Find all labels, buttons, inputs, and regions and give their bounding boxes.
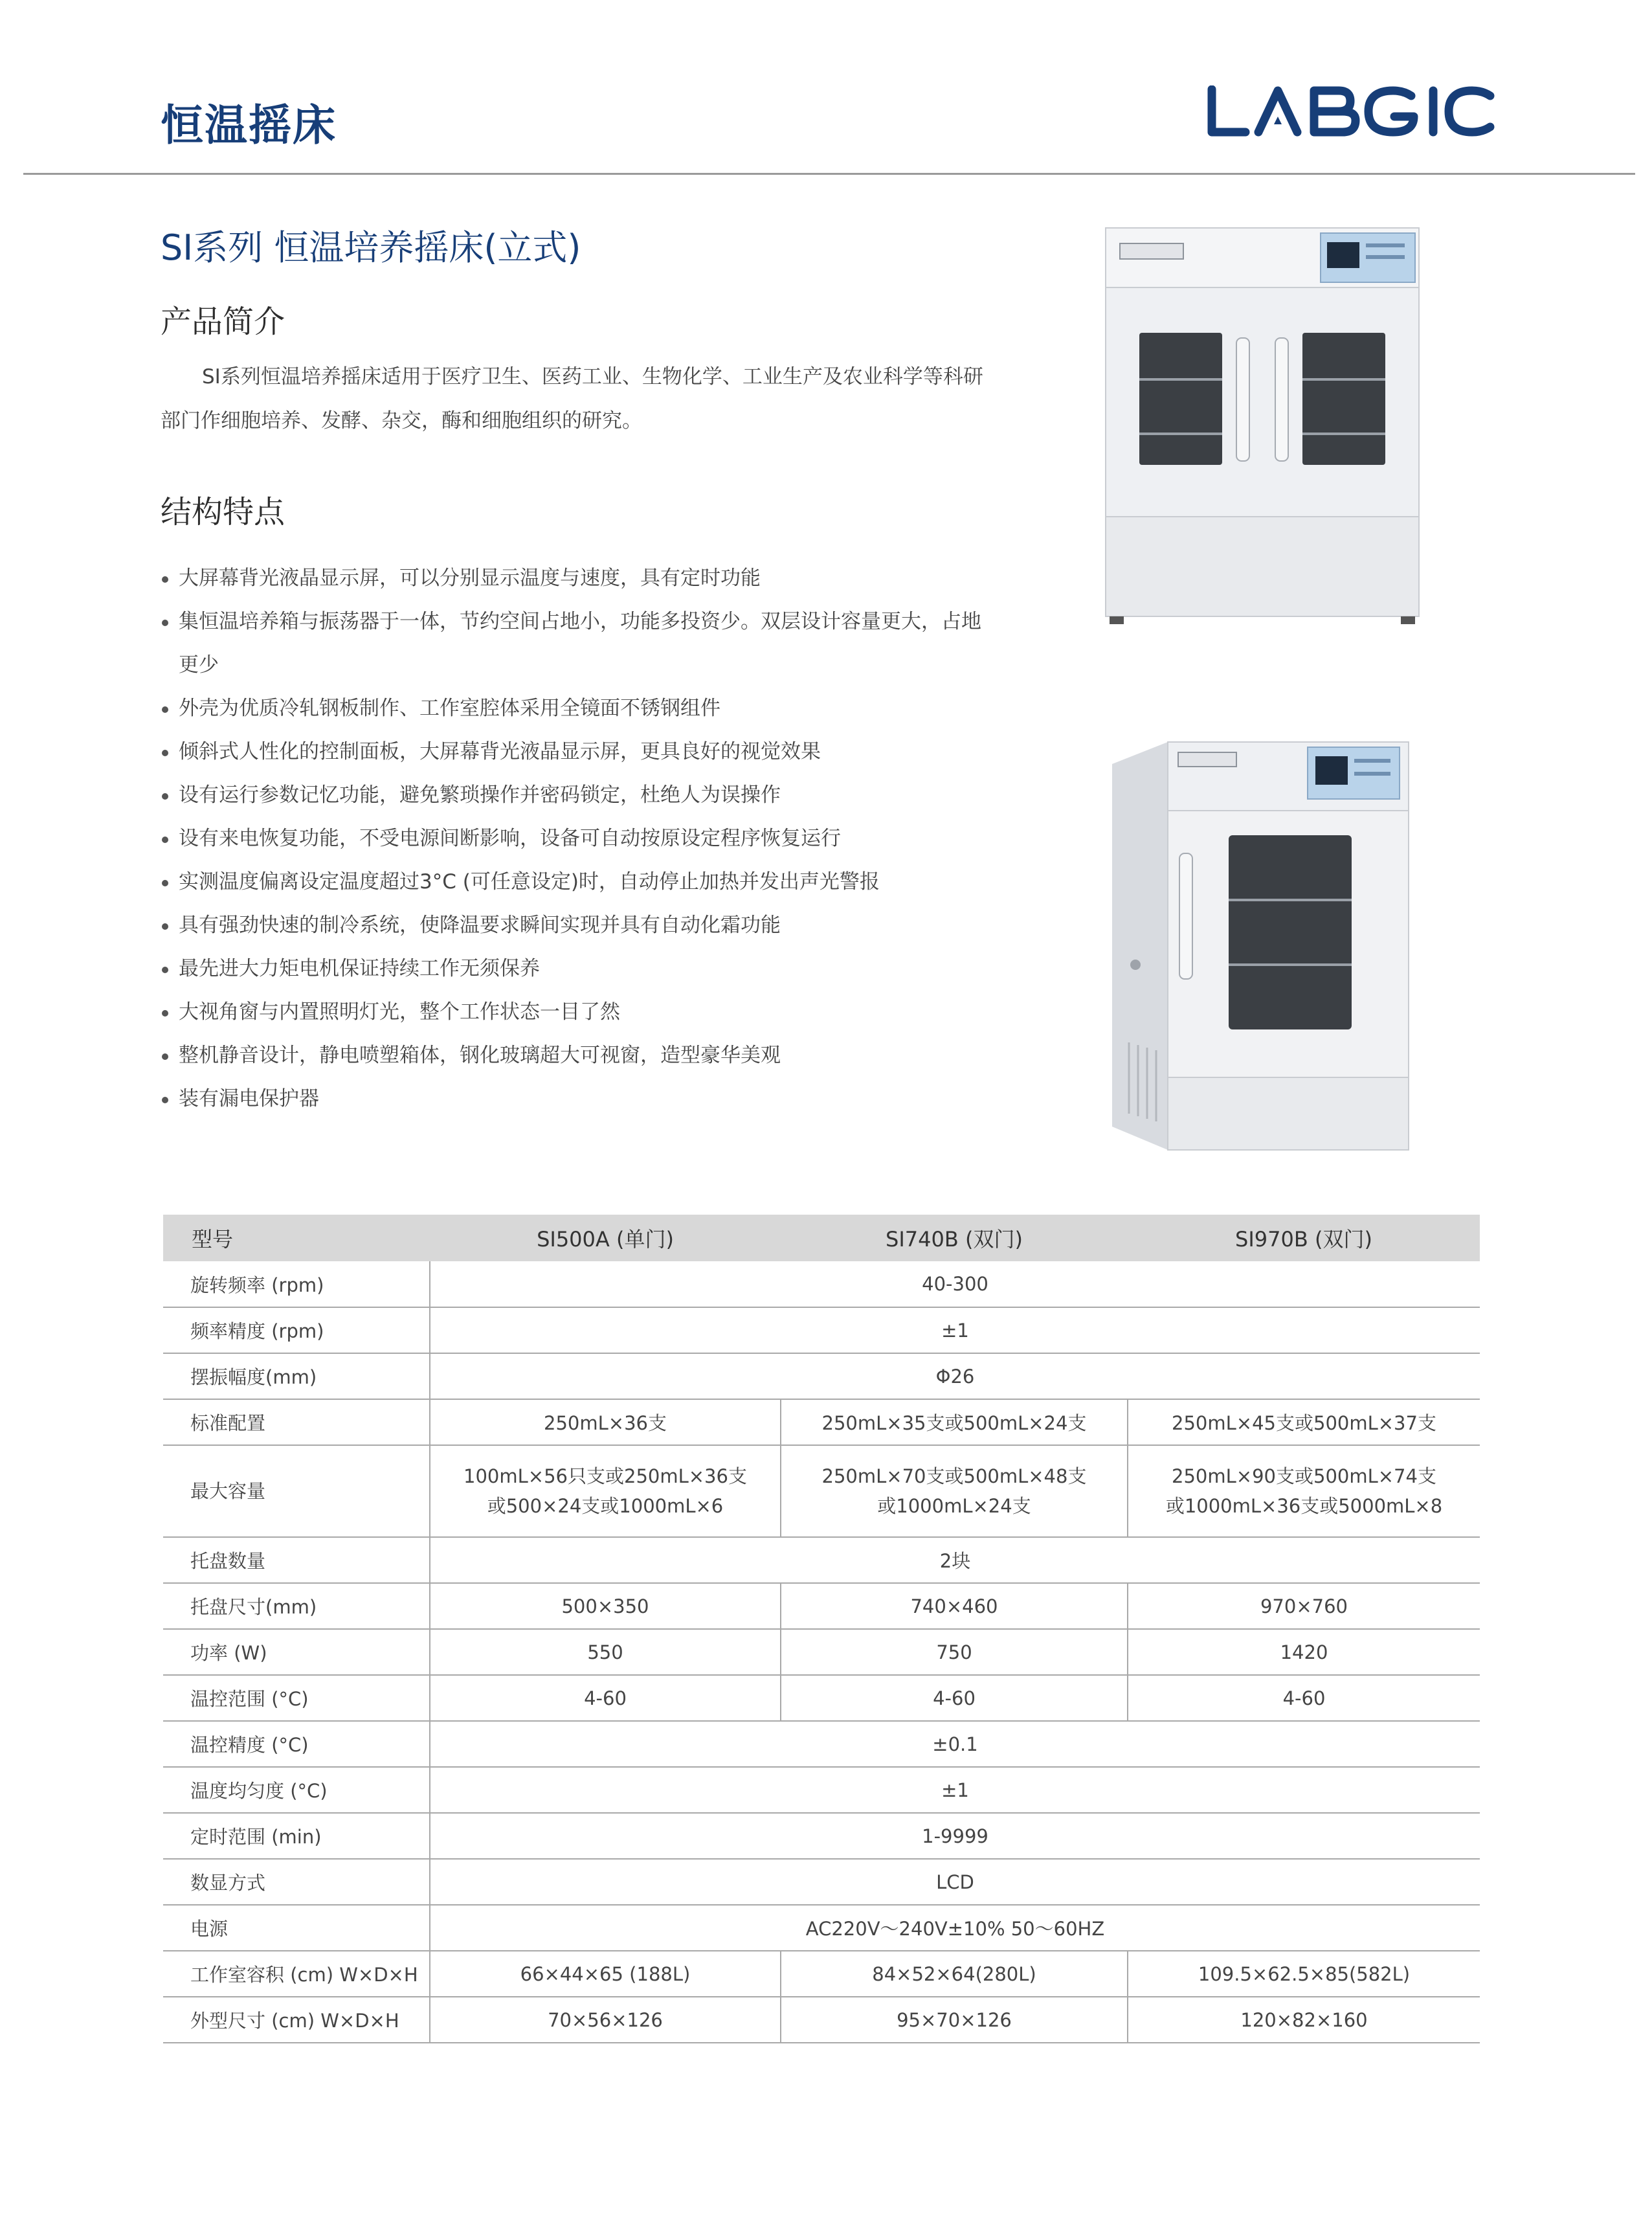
intro-paragraph: SI系列恒温培养摇床适用于医疗卫生、医药工业、生物化学、工业生产及农业科学等科研部门作细胞培养、发酵、杂交，酶和细胞组织的研究。: [161, 365, 983, 433]
table-row: [163, 1951, 1480, 1997]
table-row: [163, 1307, 1480, 1353]
cell-si970b: [1128, 1445, 1480, 1537]
cell-si970b: 120×82×160: [1128, 1997, 1480, 2043]
table-row: [163, 1629, 1480, 1675]
row-label: 摆振幅度(mm): [163, 1353, 430, 1399]
row-label: 温控精度 (°C): [163, 1721, 430, 1767]
cell-si500a: 550: [430, 1629, 781, 1675]
header-divider: [23, 173, 1635, 175]
cell-line: 或500×24支或1000mL×6: [487, 1495, 724, 1517]
cell-si740b: 95×70×126: [781, 1997, 1128, 2043]
cell-si500a: 500×350: [430, 1583, 781, 1629]
feature-item: 大屏幕背光液晶显示屏，可以分别显示温度与速度，具有定时功能: [161, 557, 996, 600]
table-row: [163, 1399, 1480, 1445]
single-door-shaker-image: [1110, 738, 1414, 1155]
row-label: 定时范围 (min): [163, 1813, 430, 1859]
feature-item: 实测温度偏离设定温度超过3°C (可任意设定)时，自动停止加热并发出声光警报: [161, 860, 996, 904]
row-label: 标准配置: [163, 1399, 430, 1445]
cell-si970b: 109.5×62.5×85(582L): [1128, 1951, 1480, 1997]
feature-list: [161, 557, 996, 1121]
row-label: 功率 (W): [163, 1629, 430, 1675]
cell-si740b: 250mL×35支或500mL×24支: [781, 1399, 1128, 1445]
cell-si970b: 4-60: [1128, 1675, 1480, 1721]
table-row: [163, 1721, 1480, 1767]
table-row: [163, 1445, 1480, 1537]
intro-text: [161, 355, 989, 443]
row-value: ±1: [430, 1307, 1480, 1353]
row-label: 数显方式: [163, 1859, 430, 1905]
row-label: 工作室容积 (cm) W×D×H: [163, 1951, 430, 1997]
page-title: 恒温摇床: [161, 100, 337, 150]
cell-si500a: 4-60: [430, 1675, 781, 1721]
labgic-logo-mark: [1205, 85, 1498, 137]
table-row: [163, 1537, 1480, 1583]
feature-item: 最先进大力矩电机保证持续工作无须保养: [161, 947, 996, 991]
brand-logo: [1205, 85, 1498, 140]
feature-item: 大视角窗与内置照明灯光，整个工作状态一目了然: [161, 991, 996, 1034]
row-label: 温控范围 (°C): [163, 1675, 430, 1721]
cell-si740b: 84×52×64(280L): [781, 1951, 1128, 1997]
feature-item: 倾斜式人性化的控制面板，大屏幕背光液晶显示屏，更具良好的视觉效果: [161, 730, 996, 774]
cell-si740b: 740×460: [781, 1583, 1128, 1629]
row-value: 2块: [430, 1537, 1480, 1583]
cell-line: 或1000mL×36支或5000mL×8: [1165, 1495, 1443, 1517]
features-heading: 结构特点: [161, 494, 285, 530]
row-value: 1-9999: [430, 1813, 1480, 1859]
feature-item: 具有强劲快速的制冷系统，使降温要求瞬间实现并具有自动化霜功能: [161, 904, 996, 947]
row-label: 旋转频率 (rpm): [163, 1261, 430, 1307]
spec-table: [163, 1215, 1480, 2043]
feature-item: 设有来电恢复功能，不受电源间断影响，设备可自动按原设定程序恢复运行: [161, 817, 996, 860]
cell-si500a: [430, 1445, 781, 1537]
header-si740b: SI740B (双门): [781, 1215, 1128, 1261]
row-value: AC220V～240V±10% 50～60HZ: [430, 1905, 1480, 1951]
feature-item: 设有运行参数记忆功能，避免繁琐操作并密码锁定，杜绝人为误操作: [161, 774, 996, 817]
row-label: 温度均匀度 (°C): [163, 1767, 430, 1813]
row-label: 托盘数量: [163, 1537, 430, 1583]
table-row: [163, 1905, 1480, 1951]
double-door-shaker-image: [1100, 227, 1424, 631]
cell-line: 或1000mL×24支: [877, 1495, 1031, 1517]
cell-si970b: 250mL×45支或500mL×37支: [1128, 1399, 1480, 1445]
header-model: 型号: [163, 1215, 430, 1261]
intro-heading: 产品简介: [161, 304, 285, 340]
cell-si500a: 66×44×65 (188L): [430, 1951, 781, 1997]
row-value: 40-300: [430, 1261, 1480, 1307]
feature-item: 外壳为优质冷轧钢板制作、工作室腔体采用全镜面不锈钢组件: [161, 687, 996, 730]
row-label: 电源: [163, 1905, 430, 1951]
cell-si740b: 750: [781, 1629, 1128, 1675]
cell-si970b: 970×760: [1128, 1583, 1480, 1629]
row-value: ±1: [430, 1767, 1480, 1813]
cell-si740b: 4-60: [781, 1675, 1128, 1721]
table-row: [163, 1813, 1480, 1859]
header-si970b: SI970B (双门): [1128, 1215, 1480, 1261]
cell-si500a: 250mL×36支: [430, 1399, 781, 1445]
product-title: SI系列 恒温培养摇床(立式): [161, 227, 581, 268]
cell-si970b: 1420: [1128, 1629, 1480, 1675]
table-row: [163, 1261, 1480, 1307]
cell-line: 250mL×70支或500mL×48支: [821, 1465, 1087, 1487]
feature-item: 整机静音设计，静电喷塑箱体，钢化玻璃超大可视窗，造型豪华美观: [161, 1034, 996, 1077]
cell-si500a: 70×56×126: [430, 1997, 781, 2043]
row-label: 频率精度 (rpm): [163, 1307, 430, 1353]
spec-header-row: [163, 1215, 1480, 1261]
header-si500a: SI500A (单门): [430, 1215, 781, 1261]
row-value: LCD: [430, 1859, 1480, 1905]
row-label: 外型尺寸 (cm) W×D×H: [163, 1997, 430, 2043]
feature-item: 装有漏电保护器: [161, 1077, 996, 1121]
table-row: [163, 1997, 1480, 2043]
table-row: [163, 1675, 1480, 1721]
table-row: [163, 1859, 1480, 1905]
row-label: 托盘尺寸(mm): [163, 1583, 430, 1629]
cell-line: 250mL×90支或500mL×74支: [1172, 1465, 1436, 1487]
feature-item: 集恒温培养箱与振荡器于一体，节约空间占地小，功能多投资少。双层设计容量更大，占地更少: [161, 600, 996, 687]
table-row: [163, 1353, 1480, 1399]
row-value: ±0.1: [430, 1721, 1480, 1767]
table-row: [163, 1767, 1480, 1813]
cell-si740b: [781, 1445, 1128, 1537]
cell-line: 100mL×56只支或250mL×36支: [463, 1465, 747, 1487]
row-value: Φ26: [430, 1353, 1480, 1399]
row-label: 最大容量: [163, 1445, 430, 1537]
table-row: [163, 1583, 1480, 1629]
